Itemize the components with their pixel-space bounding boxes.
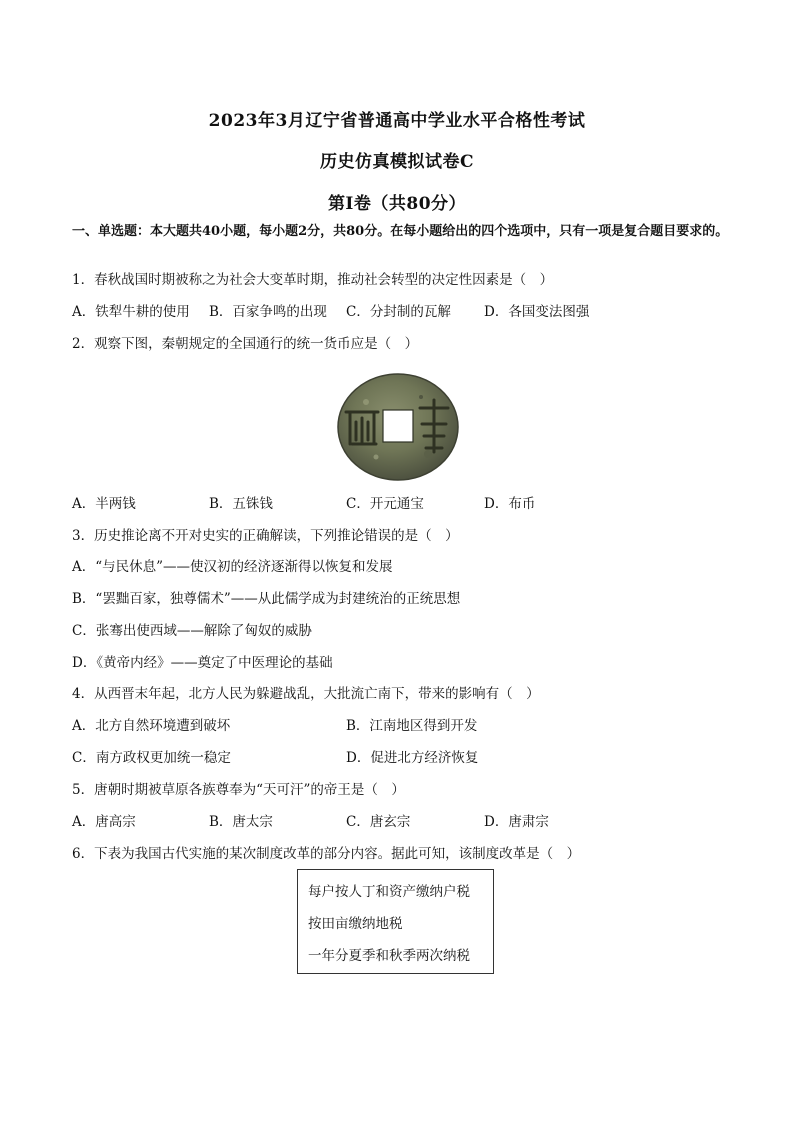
question-1-option-b: B．百家争鸣的出现 [209, 304, 327, 320]
question-1-option-d: D．各国变法图强 [484, 304, 590, 320]
question-2-option-c: C．开元通宝 [346, 496, 424, 512]
question-1-option-a: A．铁犁牛耕的使用 [72, 304, 190, 320]
question-1-option-c: C．分封制的瓦解 [346, 304, 451, 320]
paper-part-title: 第I卷（共80分） [327, 194, 467, 214]
question-6-table [297, 869, 494, 974]
section-instruction: 一、单选题：本大题共40小题，每小题2分，共80分。在每小题给出的四个选项中，只有一项是复合题目要求的。 [72, 224, 729, 239]
question-2-stem: 2．观察下图，秦朝规定的全国通行的统一货币应是（ ） [72, 336, 419, 352]
table-row: 每户按人丁和资产缴纳户税 [308, 884, 470, 900]
table-row: 一年分夏季和秋季两次纳税 [308, 948, 470, 964]
table-row: 按田亩缴纳地税 [308, 916, 403, 932]
exam-subtitle: 历史仿真模拟试卷C [319, 152, 475, 172]
question-4-option-d: D．促进北方经济恢复 [346, 750, 479, 766]
question-1-stem: 1．春秋战国时期被称之为社会大变革时期，推动社会转型的决定性因素是（ ） [72, 272, 554, 288]
question-2-option-d: D．布币 [484, 496, 536, 512]
question-5-option-c: C．唐玄宗 [346, 814, 411, 830]
question-4-option-a: A．北方自然环境遭到破坏 [72, 718, 231, 734]
question-4-option-b: B．江南地区得到开发 [346, 718, 478, 734]
question-3-option-c: C．张骞出使西域——解除了匈奴的威胁 [72, 623, 312, 639]
question-5-option-a: A．唐高宗 [72, 814, 136, 830]
question-4-stem: 4．从西晋末年起，北方人民为躲避战乱，大批流亡南下，带来的影响有（ ） [72, 686, 540, 702]
question-5-option-b: B．唐太宗 [209, 814, 273, 830]
question-5-option-d: D．唐肃宗 [484, 814, 549, 830]
question-4-option-c: C．南方政权更加统一稳定 [72, 750, 231, 766]
exam-title: 2023年3月辽宁省普通高中学业水平合格性考试 [208, 111, 586, 131]
question-6-stem: 6．下表为我国古代实施的某次制度改革的部分内容。据此可知，该制度改革是（ ） [72, 846, 581, 862]
question-3-stem: 3．历史推论离不开对史实的正确解读，下列推论错误的是（ ） [72, 528, 459, 544]
coin-icon [336, 372, 460, 482]
question-3-option-b: B．“罢黜百家，独尊儒术”——从此儒学成为封建统治的正统思想 [72, 591, 461, 607]
question-3-option-a: A．“与民休息”——使汉初的经济逐渐得以恢复和发展 [72, 559, 393, 575]
question-5-stem: 5．唐朝时期被草原各族尊奉为“天可汗”的帝王是（ ） [72, 782, 405, 798]
question-2-option-a: A．半两钱 [72, 496, 136, 512]
ancient-coin-image [336, 372, 460, 482]
question-3-option-d: D．《黄帝内经》——奠定了中医理论的基础 [72, 655, 333, 671]
question-2-option-b: B．五铢钱 [209, 496, 273, 512]
